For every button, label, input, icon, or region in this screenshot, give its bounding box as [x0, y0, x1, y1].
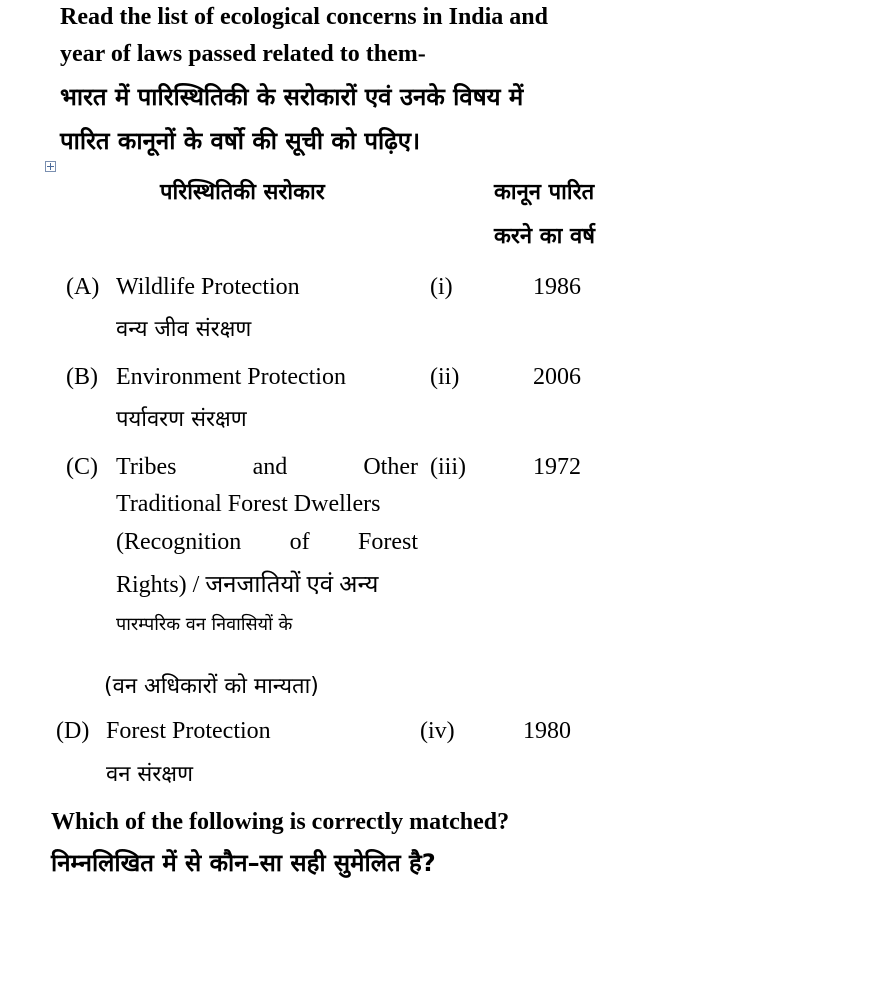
row-concern-hi: वन्य जीव संरक्षण	[116, 317, 252, 342]
row-concern-en: Wildlife Protection	[116, 274, 300, 300]
intro-en-line2: year of laws passed related to them-	[60, 41, 426, 67]
header-concerns: परिस्थितिकी सरोकार	[160, 180, 325, 205]
row-concern-hi-line6: (वन अधिकारों को मान्यता)	[104, 674, 319, 699]
word: Tribes	[116, 454, 177, 480]
row-concern-en: Forest Protection	[106, 718, 271, 744]
row-concern-hi: पर्यावरण संरक्षण	[116, 407, 247, 432]
row-concern-en-line3	[116, 529, 418, 556]
intro-en-line1: Read the list of ecological concerns in India and	[60, 4, 549, 30]
header-year-line1: कानून पारित	[494, 180, 595, 205]
row-concern-en-line2: Traditional Forest Dwellers	[116, 491, 381, 517]
row-numeral: (i)	[430, 274, 453, 300]
word: of	[289, 529, 310, 555]
intro-hi-line1: भारत में पारिस्थितिकी के सरोकारों एवं उनके विषय में	[60, 83, 524, 111]
row-concern-en: Environment Protection	[116, 364, 346, 390]
row-concern-hi: वन संरक्षण	[106, 762, 193, 787]
row-numeral: (ii)	[430, 364, 460, 390]
row-year: 1980	[523, 718, 571, 744]
question-en: Which of the following is correctly matched?	[51, 809, 510, 835]
row-concern-hi-line5: पारम्परिक वन निवासियों के	[116, 614, 293, 635]
move-handle-icon[interactable]	[45, 161, 56, 172]
word: (Recognition	[116, 529, 242, 555]
row-concern-en-line1	[116, 454, 418, 481]
word: Forest	[358, 529, 418, 555]
row-numeral: (iii)	[430, 454, 466, 480]
row-label: (B)	[66, 364, 98, 390]
word: and	[252, 454, 288, 480]
row-year: 2006	[533, 364, 581, 390]
row-label: (C)	[66, 454, 98, 480]
row-numeral: (iv)	[420, 718, 455, 744]
intro-hi-line2: पारित कानूनों के वर्षो की सूची को पढ़िए।	[60, 127, 421, 155]
row-year: 1972	[533, 454, 581, 480]
row-concern-en-line4: Rights) / जनजातियों एवं अन्य	[116, 572, 379, 598]
row-label: (A)	[66, 274, 100, 300]
word: Other	[363, 454, 418, 480]
header-year-line2: करने का वर्ष	[494, 224, 595, 249]
question-hi: निम्नलिखित में से कौन–सा सही सुमेलित है?	[51, 849, 436, 877]
row-year: 1986	[533, 274, 581, 300]
row-label: (D)	[56, 718, 90, 744]
